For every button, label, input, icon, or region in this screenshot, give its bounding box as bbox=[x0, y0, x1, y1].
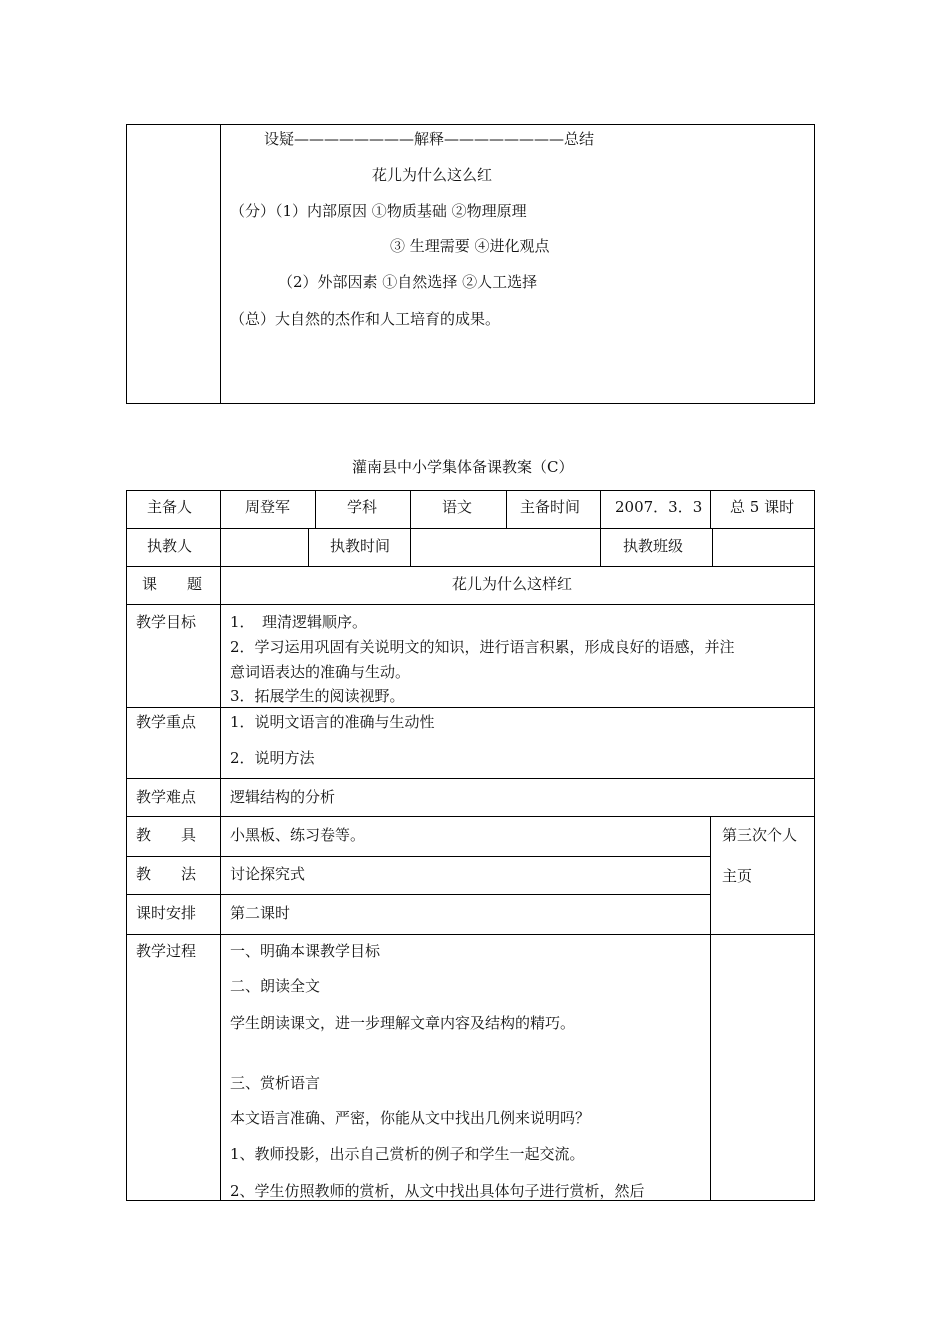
label-tools: 教 具 bbox=[136, 826, 197, 844]
label-main-preparer: 主备人 bbox=[147, 498, 193, 516]
process-step-3: 三、赏析语言 bbox=[230, 1074, 321, 1092]
label-exec-time: 执教时间 bbox=[330, 537, 391, 555]
table-line bbox=[712, 528, 713, 566]
table-line bbox=[126, 490, 815, 491]
label-exec-class: 执教班级 bbox=[623, 537, 684, 555]
label-topic: 课 题 bbox=[142, 575, 203, 593]
key-point-2: 2．说明方法 bbox=[230, 749, 315, 767]
table-line bbox=[126, 778, 815, 779]
fen-line: （分）（1）内部原因 ①物质基础 ②物理原理 bbox=[230, 202, 527, 220]
side-column-divider bbox=[710, 816, 711, 1201]
side-note-line-1: 第三次个人 bbox=[722, 826, 798, 844]
objective-2a: 2．学习运用巩固有关说明文的知识，进行语言积累，形成良好的语感，并注 bbox=[230, 638, 735, 656]
table-border-left bbox=[126, 490, 127, 1201]
label-prep-time: 主备时间 bbox=[520, 498, 581, 516]
tools-value: 小黑板、练习卷等。 bbox=[230, 826, 366, 844]
method-value: 讨论探究式 bbox=[230, 865, 306, 883]
top-box-border-right bbox=[814, 124, 815, 404]
label-subject: 学科 bbox=[347, 498, 378, 516]
table-border-right bbox=[814, 490, 815, 1201]
flow-line: 设疑————————解释————————总结 bbox=[264, 130, 595, 148]
table-line bbox=[126, 816, 815, 817]
table-line bbox=[410, 528, 411, 566]
difficulty-value: 逻辑结构的分析 bbox=[230, 788, 336, 806]
top-box-title: 花儿为什么这么红 bbox=[372, 166, 493, 184]
table-line bbox=[506, 490, 507, 528]
process-question: 本文语言准确、严密，你能从文中找出几例来说明吗？ bbox=[230, 1109, 591, 1127]
total-hours: 总 5 课时 bbox=[730, 498, 795, 516]
doc-title: 灌南县中小学集体备课教案（C） bbox=[352, 458, 574, 476]
top-box-border-bottom bbox=[126, 403, 815, 404]
table-line bbox=[710, 490, 711, 528]
process-step-2: 二、朗读全文 bbox=[230, 977, 321, 995]
label-method: 教 法 bbox=[136, 865, 197, 883]
label-key-points: 教学重点 bbox=[136, 713, 197, 731]
table-line bbox=[126, 707, 815, 708]
side-note-line-2: 主页 bbox=[722, 867, 753, 885]
subject-value: 语文 bbox=[442, 498, 473, 516]
label-column-divider bbox=[220, 490, 221, 1201]
external-factors-line: （2）外部因素 ①自然选择 ②人工选择 bbox=[278, 273, 538, 291]
table-line bbox=[126, 894, 711, 895]
table-line bbox=[308, 528, 309, 566]
table-line bbox=[600, 528, 601, 566]
fen-line-2: ③ 生理需要 ④进化观点 bbox=[390, 237, 550, 255]
table-line bbox=[126, 856, 711, 857]
table-line bbox=[126, 934, 815, 935]
objective-2b: 意词语表达的准确与生动。 bbox=[230, 663, 411, 681]
topic-value: 花儿为什么这样红 bbox=[452, 575, 573, 593]
table-line bbox=[126, 604, 815, 605]
process-step-1: 一、明确本课教学目标 bbox=[230, 942, 381, 960]
table-line bbox=[315, 490, 316, 528]
table-line bbox=[410, 490, 411, 528]
label-objectives: 教学目标 bbox=[136, 613, 197, 631]
process-point-1: 1、教师投影，出示自己赏析的例子和学生一起交流。 bbox=[230, 1145, 585, 1163]
process-step-2-desc: 学生朗读课文，进一步理解文章内容及结构的精巧。 bbox=[230, 1014, 576, 1032]
zong-line: （总）大自然的杰作和人工培育的成果。 bbox=[230, 310, 501, 328]
schedule-value: 第二课时 bbox=[230, 904, 291, 922]
top-box-divider bbox=[220, 124, 221, 404]
objective-1: 1． 理清逻辑顺序。 bbox=[230, 613, 368, 631]
top-box-border-left bbox=[126, 124, 127, 404]
table-line bbox=[600, 490, 601, 528]
process-point-2: 2、学生仿照教师的赏析，从文中找出具体句子进行赏析，然后 bbox=[230, 1182, 645, 1200]
prep-date: 2007．3．3 bbox=[615, 498, 703, 516]
top-box-border-top bbox=[126, 124, 815, 125]
label-schedule: 课时安排 bbox=[136, 904, 197, 922]
key-point-1: 1．说明文语言的准确与生动性 bbox=[230, 713, 435, 731]
label-teacher: 执教人 bbox=[147, 537, 193, 555]
table-line bbox=[126, 566, 815, 567]
label-process: 教学过程 bbox=[136, 942, 197, 960]
objective-3: 3．拓展学生的阅读视野。 bbox=[230, 687, 405, 705]
main-preparer-name: 周登军 bbox=[245, 498, 291, 516]
label-difficulty: 教学难点 bbox=[136, 788, 197, 806]
